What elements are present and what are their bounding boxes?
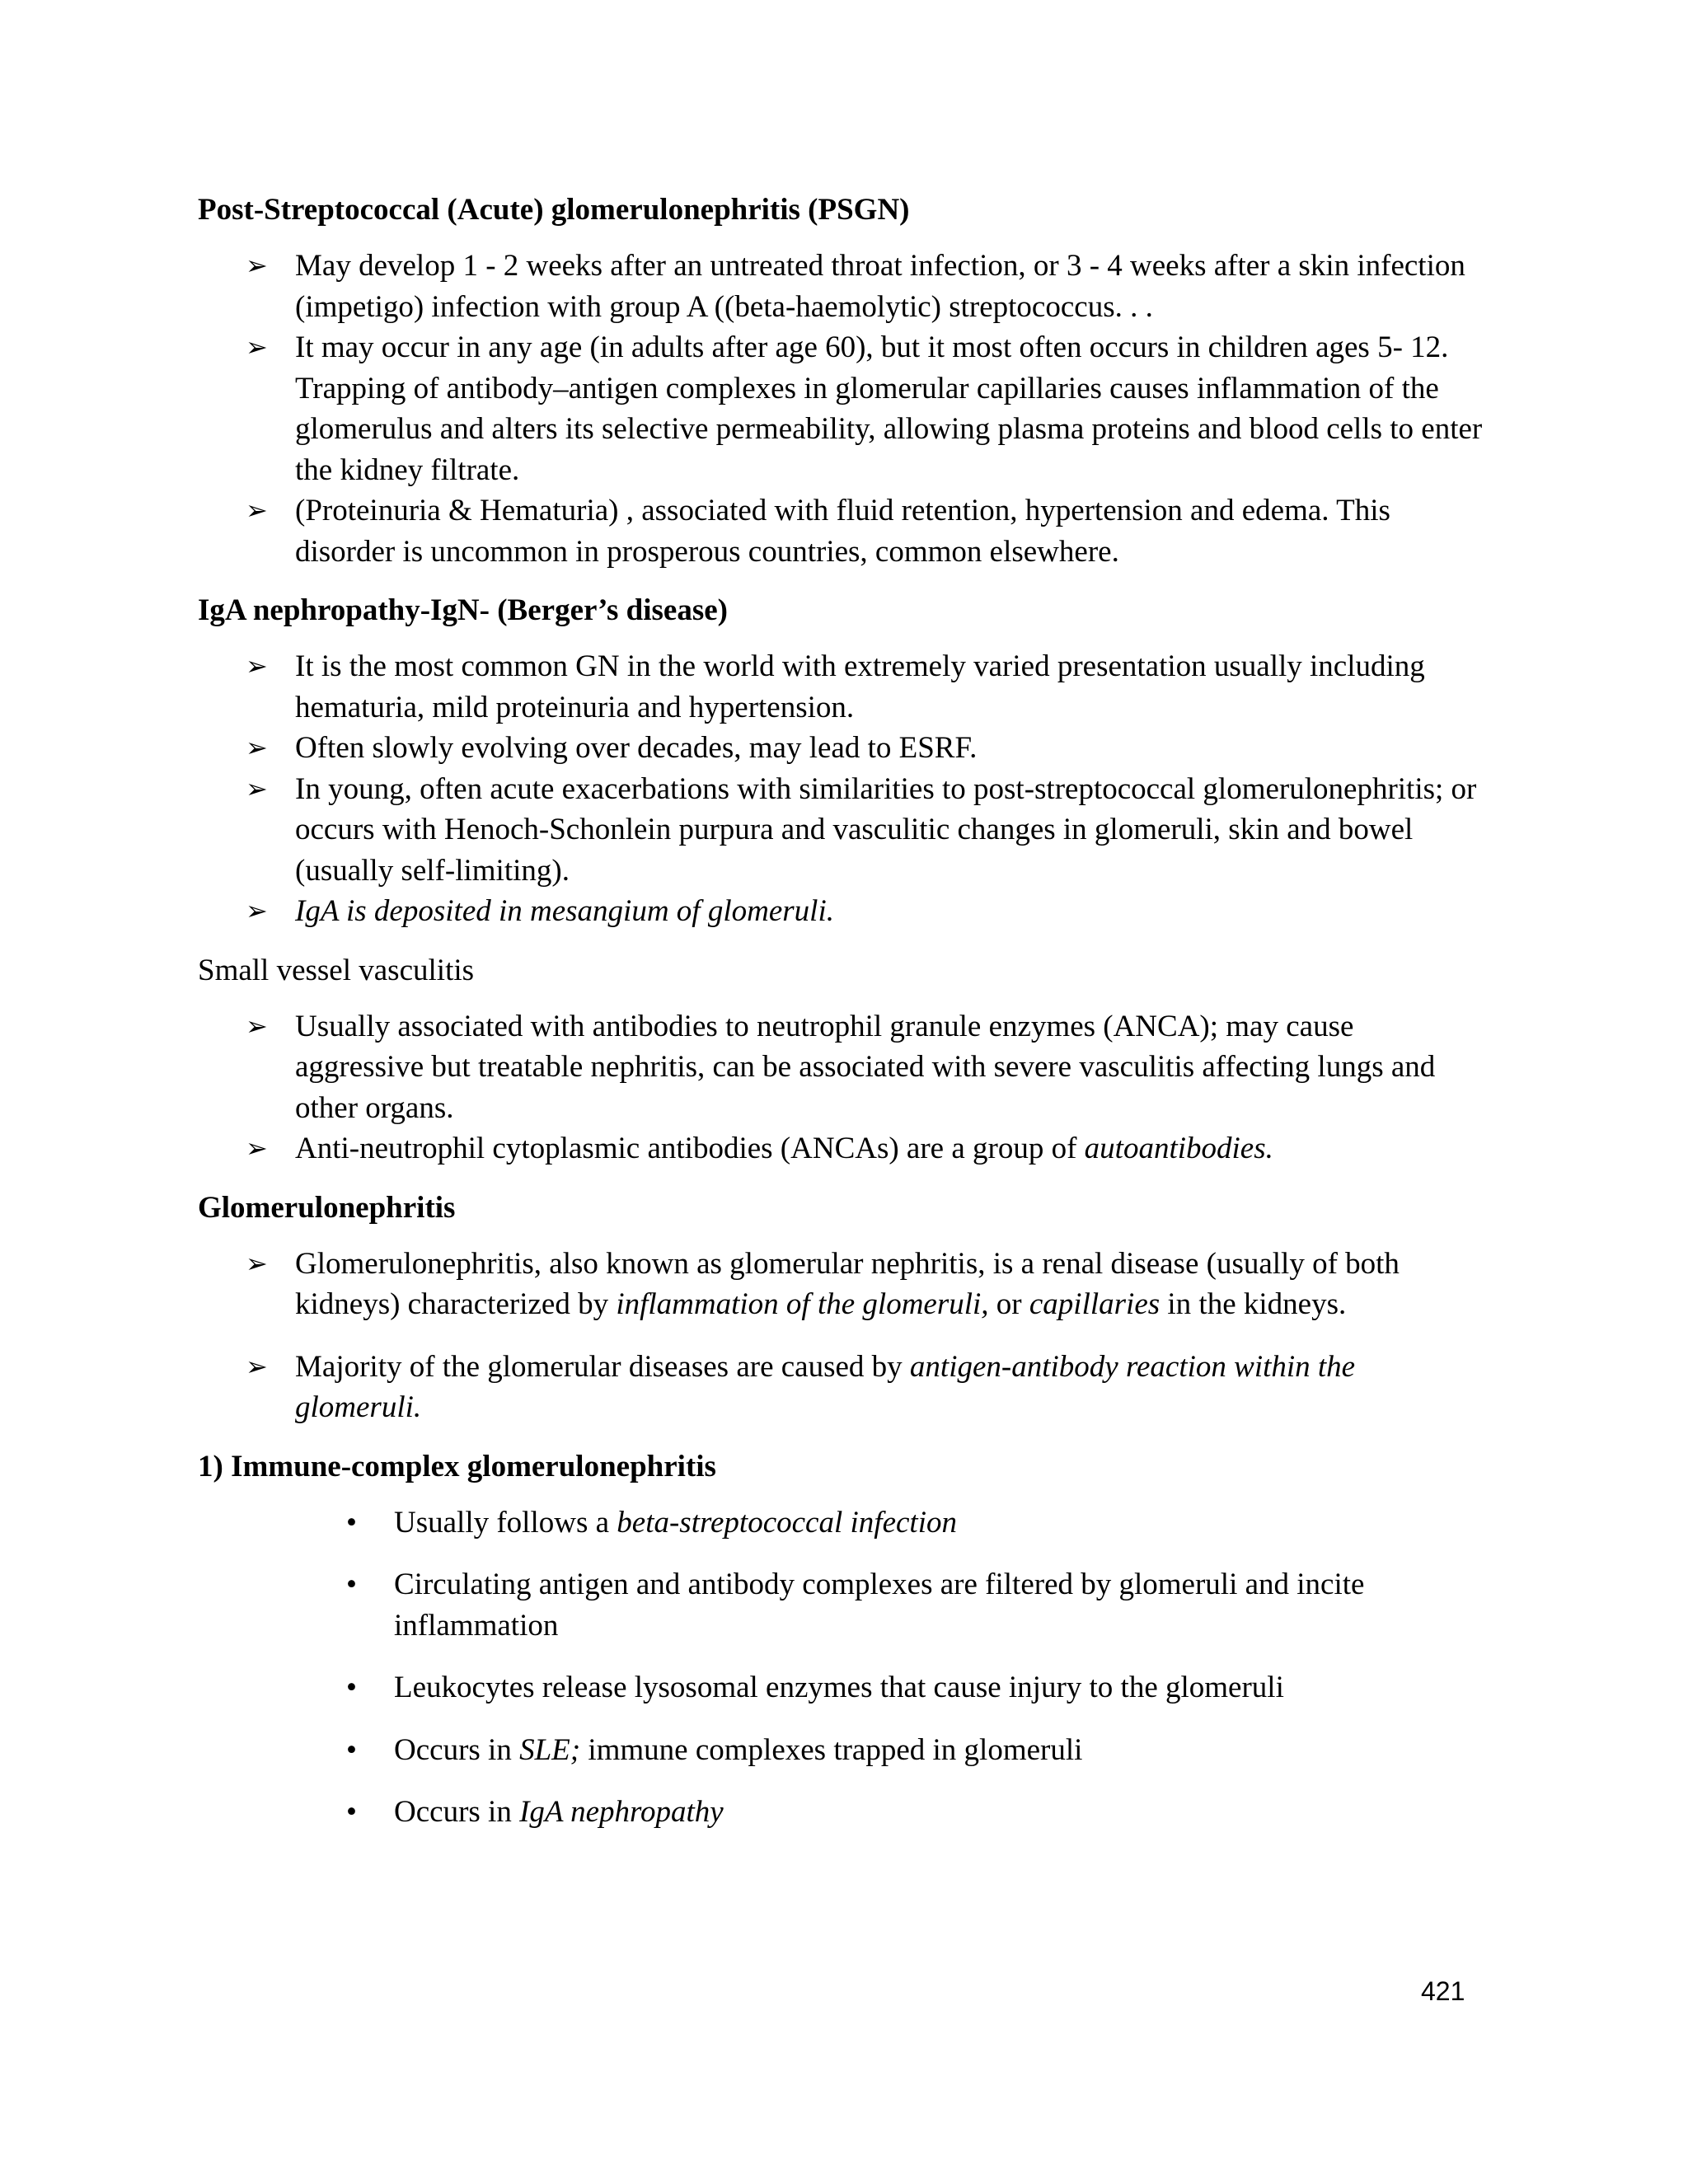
bullet-list-immune-complex <box>198 1502 1484 1833</box>
arrow-bullet-icon: ➢ <box>246 1010 268 1042</box>
dot-bullet-icon: • <box>346 1671 357 1704</box>
list-item: ➢ It may occur in any age (in adults after age 60), but it most often occurs in children ages 5- 12. Trapping of antibody–antigen complexes in glomerular capillaries causes inflammation of the glomerulus and alters its selective permeability, allowing plasma proteins and blood cells to enter the kidney filtrate. <box>198 327 1484 490</box>
arrow-bullet-icon: ➢ <box>246 250 268 281</box>
list-item: ➢ Anti-neutrophil cytoplasmic antibodies (ANCAs) are a group of autoantibodies. <box>198 1128 1484 1169</box>
list-item: • Occurs in SLE; immune complexes trapped in glomeruli <box>198 1730 1484 1771</box>
page-content <box>198 190 1484 1854</box>
list-item: ➢ Often slowly evolving over decades, may lead to ESRF. <box>198 728 1484 769</box>
list-item: • Circulating antigen and antibody complexes are filtered by glomeruli and incite inflammation <box>198 1564 1484 1646</box>
list-item: • Leukocytes release lysosomal enzymes that cause injury to the glomeruli <box>198 1667 1484 1708</box>
arrow-bullet-icon: ➢ <box>246 1132 268 1164</box>
arrow-bullet-icon: ➢ <box>246 1350 268 1382</box>
arrow-bullet-icon: ➢ <box>246 732 268 763</box>
list-item: ➢ (Proteinuria & Hematuria) , associated with fluid retention, hypertension and edema. This disorder is uncommon in prosperous countries, common elsewhere. <box>198 490 1484 572</box>
arrow-bullet-icon: ➢ <box>246 331 268 363</box>
list-item: ➢ Usually associated with antibodies to neutrophil granule enzymes (ANCA); may cause aggressive but treatable nephritis, can be associated with severe vasculitis affecting lungs and other organs. <box>198 1006 1484 1129</box>
dot-bullet-icon: • <box>346 1505 357 1540</box>
arrow-bullet-icon: ➢ <box>246 772 268 804</box>
list-item: ➢ In young, often acute exacerbations with similarities to post-streptococcal glomerulonephritis; or occurs with Henoch-Schonlein purpura and vasculitic changes in glomeruli, skin and bowel (usually self-limiting). <box>198 769 1484 892</box>
arrow-bullet-icon: ➢ <box>246 1247 268 1279</box>
section-heading-vasculitis: Small vessel vasculitis <box>198 953 475 987</box>
dot-bullet-icon: • <box>346 1795 357 1829</box>
section-heading-psgn: Post-Streptococcal (Acute) glomerulonephritis (PSGN) <box>198 193 910 227</box>
list-item: ➢ Glomerulonephritis, also known as glomerular nephritis, is a renal disease (usually of both kidneys) characterized by inflammation of the glomeruli, or capillaries in the kidneys. <box>198 1244 1484 1325</box>
bullet-list-psgn <box>198 246 1484 572</box>
arrow-bullet-icon: ➢ <box>246 650 268 682</box>
arrow-bullet-icon: ➢ <box>246 494 268 526</box>
bullet-list-iga <box>198 646 1484 932</box>
list-item: • Usually follows a beta-streptococcal infection <box>198 1502 1484 1544</box>
list-item: ➢ IgA is deposited in mesangium of glomeruli. <box>198 891 1484 932</box>
bullet-list-vasculitis <box>198 1006 1484 1169</box>
list-item: ➢ It is the most common GN in the world with extremely varied presentation usually including hematuria, mild proteinuria and hypertension. <box>198 646 1484 728</box>
dot-bullet-icon: • <box>346 1568 357 1601</box>
page-number: 421 <box>1421 1976 1465 2006</box>
section-heading-immune-complex: 1) Immune-complex glomerulonephritis <box>198 1449 716 1483</box>
section-heading-glomerulonephritis: Glomerulonephritis <box>198 1190 456 1225</box>
dot-bullet-icon: • <box>346 1732 357 1767</box>
list-item: • Occurs in IgA nephropathy <box>198 1792 1484 1833</box>
bullet-list-glomerulonephritis <box>198 1244 1484 1428</box>
section-heading-iga: IgA nephropathy-IgN- (Berger’s disease) <box>198 593 729 627</box>
list-item: ➢ May develop 1 - 2 weeks after an untreated throat infection, or 3 - 4 weeks after a skin infection (impetigo) infection with group A ((beta-haemolytic) streptococcus. . . <box>198 246 1484 327</box>
arrow-bullet-icon: ➢ <box>246 895 268 926</box>
list-item: ➢ Majority of the glomerular diseases are caused by antigen-antibody reaction within the glomeruli. <box>198 1347 1484 1428</box>
